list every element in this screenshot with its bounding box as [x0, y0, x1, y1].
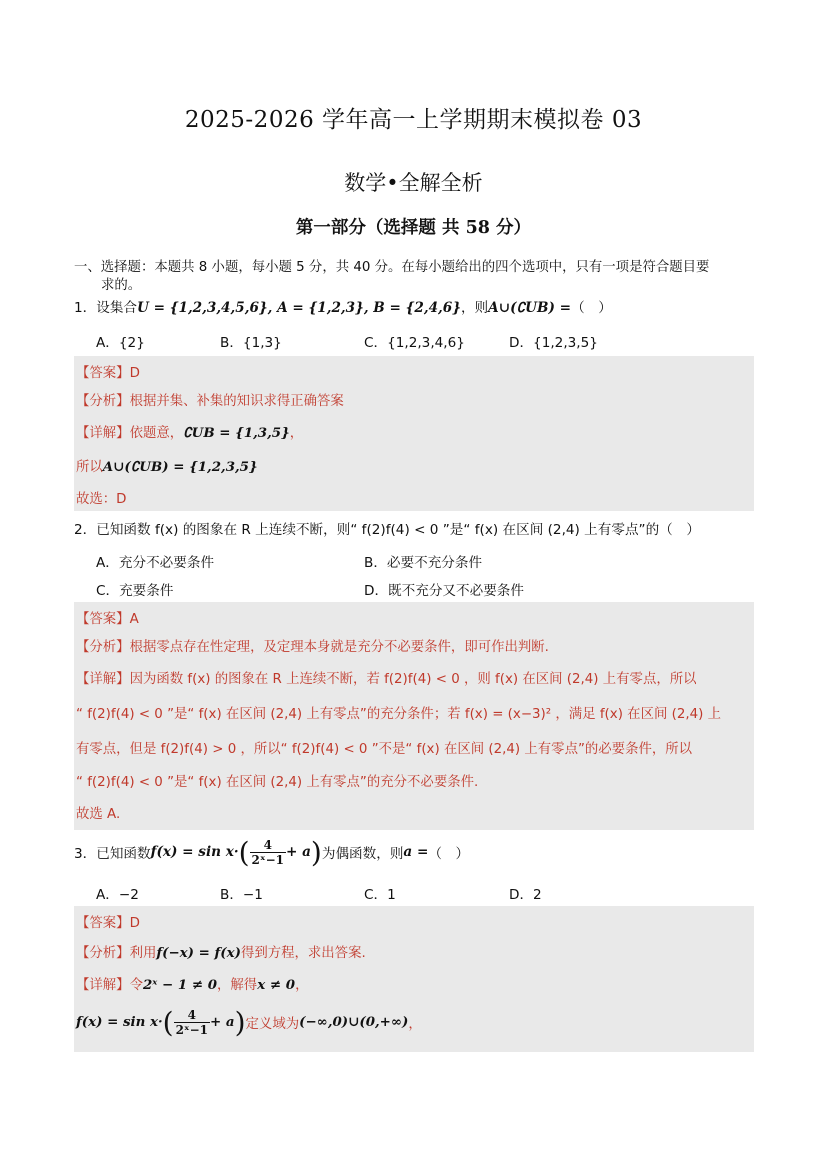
q2-option-b: B．必要不充分条件: [364, 555, 483, 571]
instructions-line-1: 一、选择题：本题共 8 小题，每小题 5 分，共 40 分。在每小题给出的四个选项中，只有一项是符合题目要: [74, 260, 710, 275]
q3-fraction: [250, 838, 286, 867]
q2-option-d: D．既不充分又不必要条件: [364, 583, 524, 599]
question-2: 2．已知函数 f(x) 的图象在 R 上连续不断，则“ f(2)f(4) < 0 ”是“ f(x) 在区间 (2,4) 上有零点”的（ ）: [74, 522, 700, 538]
detail-text: 定义域为: [245, 1016, 300, 1032]
q3-fraction-2: [174, 1008, 210, 1037]
q1-detail-line-2: [76, 456, 258, 475]
q1-target-expression: A∪(∁UB) =: [488, 300, 572, 316]
analysis-tag: 【分析】: [76, 946, 130, 961]
plus-a: + a: [285, 844, 311, 860]
q3-domain-expression: (−∞,0)∪(0,+∞): [299, 1014, 409, 1030]
fraction-numerator: 4: [250, 838, 286, 853]
q1-mid: ，则: [460, 300, 489, 316]
detail-punct: ，: [408, 1016, 422, 1032]
answer-value: A: [129, 612, 139, 627]
detail-punct: ，: [289, 426, 304, 441]
q1-prefix: 1．设集合: [74, 300, 138, 316]
instructions-line-2: 求的。: [101, 278, 142, 293]
page-title: 2025-2026 学年高一上学期期末模拟卷 03: [184, 107, 643, 133]
q1-analysis: [76, 390, 344, 409]
right-paren: ): [310, 835, 322, 869]
q1-complement-expression: ∁UB = {1,3,5}: [183, 425, 290, 441]
analysis-text-end: 得到方程，求出答案.: [240, 946, 366, 961]
q3-suffix: 为偶函数，则: [321, 846, 404, 862]
detail-text: 所以: [76, 460, 103, 475]
q2-detail-line-1: [76, 668, 697, 687]
answer-value: D: [129, 916, 140, 931]
q2-answer: [76, 608, 139, 627]
q3-even-expression: f(−x) = f(x): [156, 945, 241, 961]
q1-option-d: D．{1,2,3,5}: [509, 335, 598, 351]
question-3: [74, 832, 469, 872]
analysis-text: 根据并集、补集的知识求得正确答案: [129, 394, 344, 409]
detail-text: 因为函数 f(x) 的图象在 R 上连续不断，若 f(2)f(4) < 0 ，则 f(x) 在区间 (2,4) 上有零点，所以: [129, 672, 697, 687]
detail-punct: ，: [295, 978, 309, 993]
answer-tag: 【答案】: [76, 916, 130, 931]
q3-option-b: B．−1: [220, 887, 263, 903]
q1-option-a: A．{2}: [96, 335, 145, 351]
q3-analysis: [76, 942, 366, 961]
question-1: [74, 296, 612, 316]
detail-tag: 【详解】: [76, 978, 130, 993]
q3-option-d: D．2: [509, 887, 542, 903]
detail-text: 令: [129, 978, 143, 993]
q2-option-c: C．充要条件: [96, 583, 174, 599]
q1-answer: [76, 362, 140, 381]
q3-blank: （ ）: [428, 846, 470, 862]
q1-union-expression: A∪(∁UB) = {1,2,3,5}: [102, 459, 258, 475]
q3-denominator-condition: 2ˣ − 1 ≠ 0: [142, 977, 218, 993]
q3-a-expression: a =: [403, 844, 429, 860]
analysis-tag: 【分析】: [76, 640, 130, 655]
q2-detail-line-2: “ f(2)f(4) < 0 ”是“ f(x) 在区间 (2,4) 上有零点”的充分条件；若 f(x) = (x−3)² ，满足 f(x) 在区间 (2,4) 上: [76, 707, 721, 722]
q3-answer: [76, 912, 140, 931]
q3-function-expression-2: f(x) = sin x·: [76, 1014, 163, 1030]
q3-option-c: C．1: [364, 887, 396, 903]
fraction-numerator: 4: [174, 1008, 210, 1023]
q2-conclusion: 故选 A.: [76, 807, 121, 822]
q2-detail-line-3: 有零点，但是 f(2)f(4) > 0 ，所以“ f(2)f(4) < 0 ”不是“ f(x) 在区间 (2,4) 上有零点”的必要条件，所以: [76, 742, 693, 757]
answer-value: D: [129, 366, 140, 381]
detail-text-mid: ，解得: [217, 978, 258, 993]
answer-tag: 【答案】: [76, 366, 130, 381]
detail-tag: 【详解】: [76, 426, 130, 441]
q1-detail-line-1: [76, 422, 303, 441]
q2-analysis: [76, 636, 549, 655]
section-heading: 第一部分（选择题 共 58 分）: [295, 218, 532, 238]
plus-a: + a: [210, 1014, 235, 1030]
analysis-text: 利用: [129, 946, 157, 961]
analysis-tag: 【分析】: [76, 394, 130, 409]
q2-option-a: A．充分不必要条件: [96, 555, 215, 571]
q3-detail-line-2: [76, 1002, 422, 1042]
q2-detail-line-4: “ f(2)f(4) < 0 ”是“ f(x) 在区间 (2,4) 上有零点”的充分不必要条件.: [76, 775, 479, 790]
q1-option-c: C．{1,2,3,4,6}: [364, 335, 465, 351]
q3-function-expression: f(x) = sin x·: [150, 844, 239, 860]
q1-sets-expression: U = {1,2,3,4,5,6}, A = {1,2,3}, B = {2,4,6}: [137, 300, 461, 316]
q3-detail-line-1: [76, 974, 308, 993]
q1-blank: （ ）: [571, 300, 612, 316]
q3-prefix: 3．已知函数: [74, 846, 151, 862]
q1-conclusion: 故选：D: [76, 492, 127, 507]
analysis-text: 根据零点存在性定理，及定理本身就是充分不必要条件，即可作出判断.: [129, 640, 549, 655]
q3-x-condition: x ≠ 0: [257, 977, 296, 993]
q3-option-a: A．−2: [96, 887, 139, 903]
q1-option-b: B．{1,3}: [220, 335, 282, 351]
fraction-denominator: 2ˣ−1: [251, 852, 284, 867]
page-subtitle: 数学•全解全析: [344, 171, 483, 195]
detail-text: 依题意，: [129, 426, 184, 441]
answer-tag: 【答案】: [76, 612, 130, 627]
fraction-denominator: 2ˣ−1: [175, 1022, 209, 1037]
left-paren: (: [238, 835, 250, 869]
right-paren: ): [234, 1005, 246, 1039]
left-paren: (: [162, 1005, 174, 1039]
detail-tag: 【详解】: [76, 672, 130, 687]
